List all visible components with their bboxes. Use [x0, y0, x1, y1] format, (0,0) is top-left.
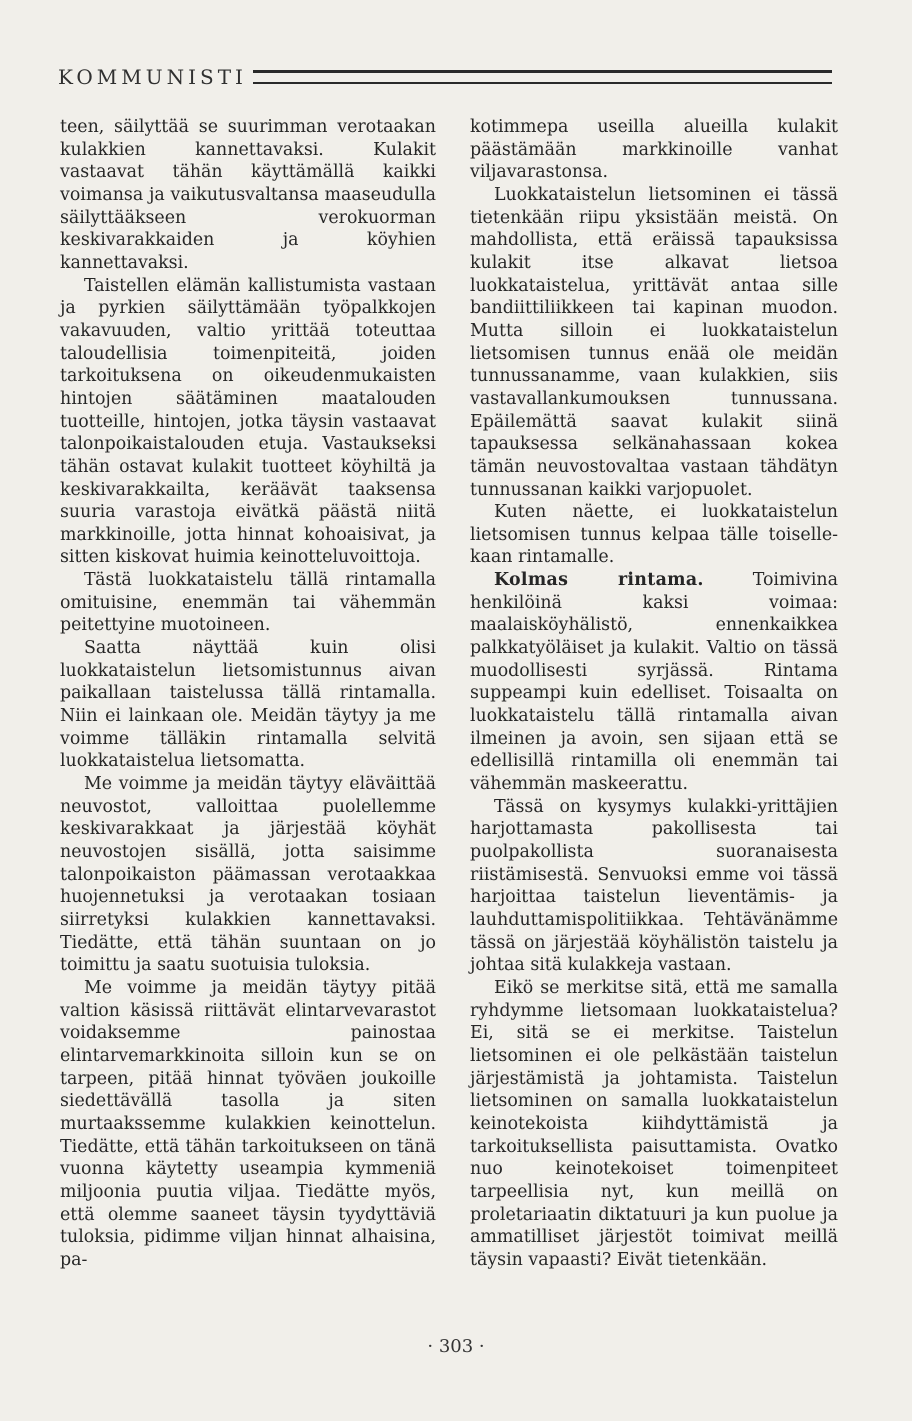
left-column	[60, 116, 436, 1271]
section-heading: Kolmas rintama.	[494, 570, 704, 591]
page-header	[58, 62, 832, 92]
paragraph-text: Toimivina henkilöinä kaksi voimaa: maalaisköyhälistö, ennenkaikkea palkkatyöläiset ja kulakit. Valtio on tässä muodollisesti syrjässä. Rintama suppeampi kuin edelliset. Toisaalta on luokkataistelu tällä rintamalla aivan ilmeinen ja avoin, sen sijaan että se edellisillä rintamilla oli enemmän tai vähemmän maskeerattu.	[470, 570, 838, 795]
paragraph: Tästä luokkataistelu tällä rintamalla omituisine, enemmän tai vähemmän peitettyine muotoineen.	[60, 570, 436, 636]
page-number: · 303 ·	[427, 1336, 485, 1357]
section-paragraph	[470, 569, 838, 796]
paragraph: Kuten näette, ei luokkataistelun lietsomisen tunnus kelpaa tälle toiselle-kaan rintamalle.	[470, 502, 838, 568]
paragraph: Luokkataistelun lietsominen ei tässä tietenkään riipu yksistään meistä. On mahdollista, että eräissä tapauksissa kulakit itse alkavat lietsoa luokkataistelua, yrittävät antaa sille bandiittiliikkeen tai kapinan muodon. Mutta silloin ei luokkataistelun lietsomisen tunnus enää ole meidän tunnussanamme, vaan kulakkien, siis vastavallankumouksen tunnussana. Epäilemättä saavat kulakit siinä tapauksessa selkänahassaan kokea tämän neuvostovaltaa vastaan tähdätyn tunnussanan kaikki varjopuolet.	[470, 184, 838, 500]
header-rule	[253, 70, 832, 84]
paragraph: Me voimme ja meidän täytyy eläväittää neuvostot, valloittaa puolellemme keskivarakkaat ja järjestää köyhät neuvostojen sisällä, jotta saisimme talonpoikaiston päämassan verotaakkaa huojennetuksi ja verotaakan tosiaan siirretyksi kulakkien kannettavaksi. Tiedätte, että tähän suuntaan on jo toimittu ja saatu suotuisia tuloksia.	[60, 774, 436, 976]
paragraph: Me voimme ja meidän täytyy pitää valtion käsissä riittävät elintarvevarastot voidaksemme painostaa elintarvemarkkinoita silloin kun se on tarpeen, pitää hinnat työväen joukoille siedettävällä tasolla ja siten murtaakssemme kulakkien keinottelun. Tiedätte, että tähän tarkoitukseen on tänä vuonna käytetty useampia kymmeniä miljoonia puutia viljaa. Tiedätte myös, että olemme saaneet täysin tyydyttäviä tuloksia, pidimme viljan hinnat alhaisina, pa-	[60, 977, 436, 1270]
paragraph: Saatta näyttää kuin olisi luokkataistelun lietsomistunnus aivan paikallaan taistelussa tällä rintamalla. Niin ei lainkaan ole. Meidän täytyy ja me voimme tälläkin rintamalla selvitä luokkataistelua lietsomatta.	[60, 638, 436, 772]
paragraph: Eikö se merkitse sitä, että me samalla ryhdymme lietsomaan luokkataistelua? Ei, sitä se ei merkitse. Taistelun lietsominen ei ole pelkästään taistelun järjestämistä ja johtamista. Taistelun lietsominen on samalla luokkataistelun keinotekoista kiihdyttämistä ja tarkoituksellista paisuttamista. Ovatko nuo keinotekoiset toimenpiteet tarpeellisia nyt, kun meillä on proletariaatin diktatuuri ja kun puolue ja ammatilliset järjestöt toimivat meillä täysin vapaasti? Eivät tietenkään.	[470, 977, 838, 1270]
paragraph: teen, säilyttää se suurimman verotaakan kulakkien kannettavaksi. Kulakit vastaavat tähän käyttämällä kaikki voimansa ja vaikutusvaltansa maaseudulla säilyttääkseen verokuorman keskivarakkaiden ja köyhien kannettavaksi.	[60, 117, 436, 273]
running-head: KOMMUNISTI	[58, 65, 247, 89]
paragraph: Tässä on kysymys kulakki-yrittäjien harjottamasta pakollisesta tai puolpakollista suoranaisesta riistämisestä. Senvuoksi emme voi tässä harjoittaa taistelun lieventämis- ja lauhduttamispolitiikkaa. Tehtävänämme tässä on järjestää köyhälistön taistelu ja johtaa sitä kulakkeja vastaan.	[470, 796, 838, 976]
paragraph: kotimmepa useilla alueilla kulakit päästämään markkinoille vanhat viljavarastonsa.	[470, 117, 838, 183]
right-column	[470, 116, 838, 1271]
paragraph: Taistellen elämän kallistumista vastaan ja pyrkien säilyttämään työpalkkojen vakavuuden, valtio yrittää toteuttaa taloudellisia toimenpiteitä, joiden tarkoituksena on oikeudenmukaisten hintojen säätäminen maatalouden tuotteille, hintojen, jotka täysin vastaavat talonpoikaistalouden etuja. Vastaukseksi tähän ostavat kulakit tuotteet köyhiltä ja keskivarakkailta, keräävät taaksensa suuria varastoja eivätkä päästä niitä markkinoille, jotta hinnat kohoaisivat, ja sitten kiskovat huimia keinotteluvoittoja.	[60, 275, 436, 568]
